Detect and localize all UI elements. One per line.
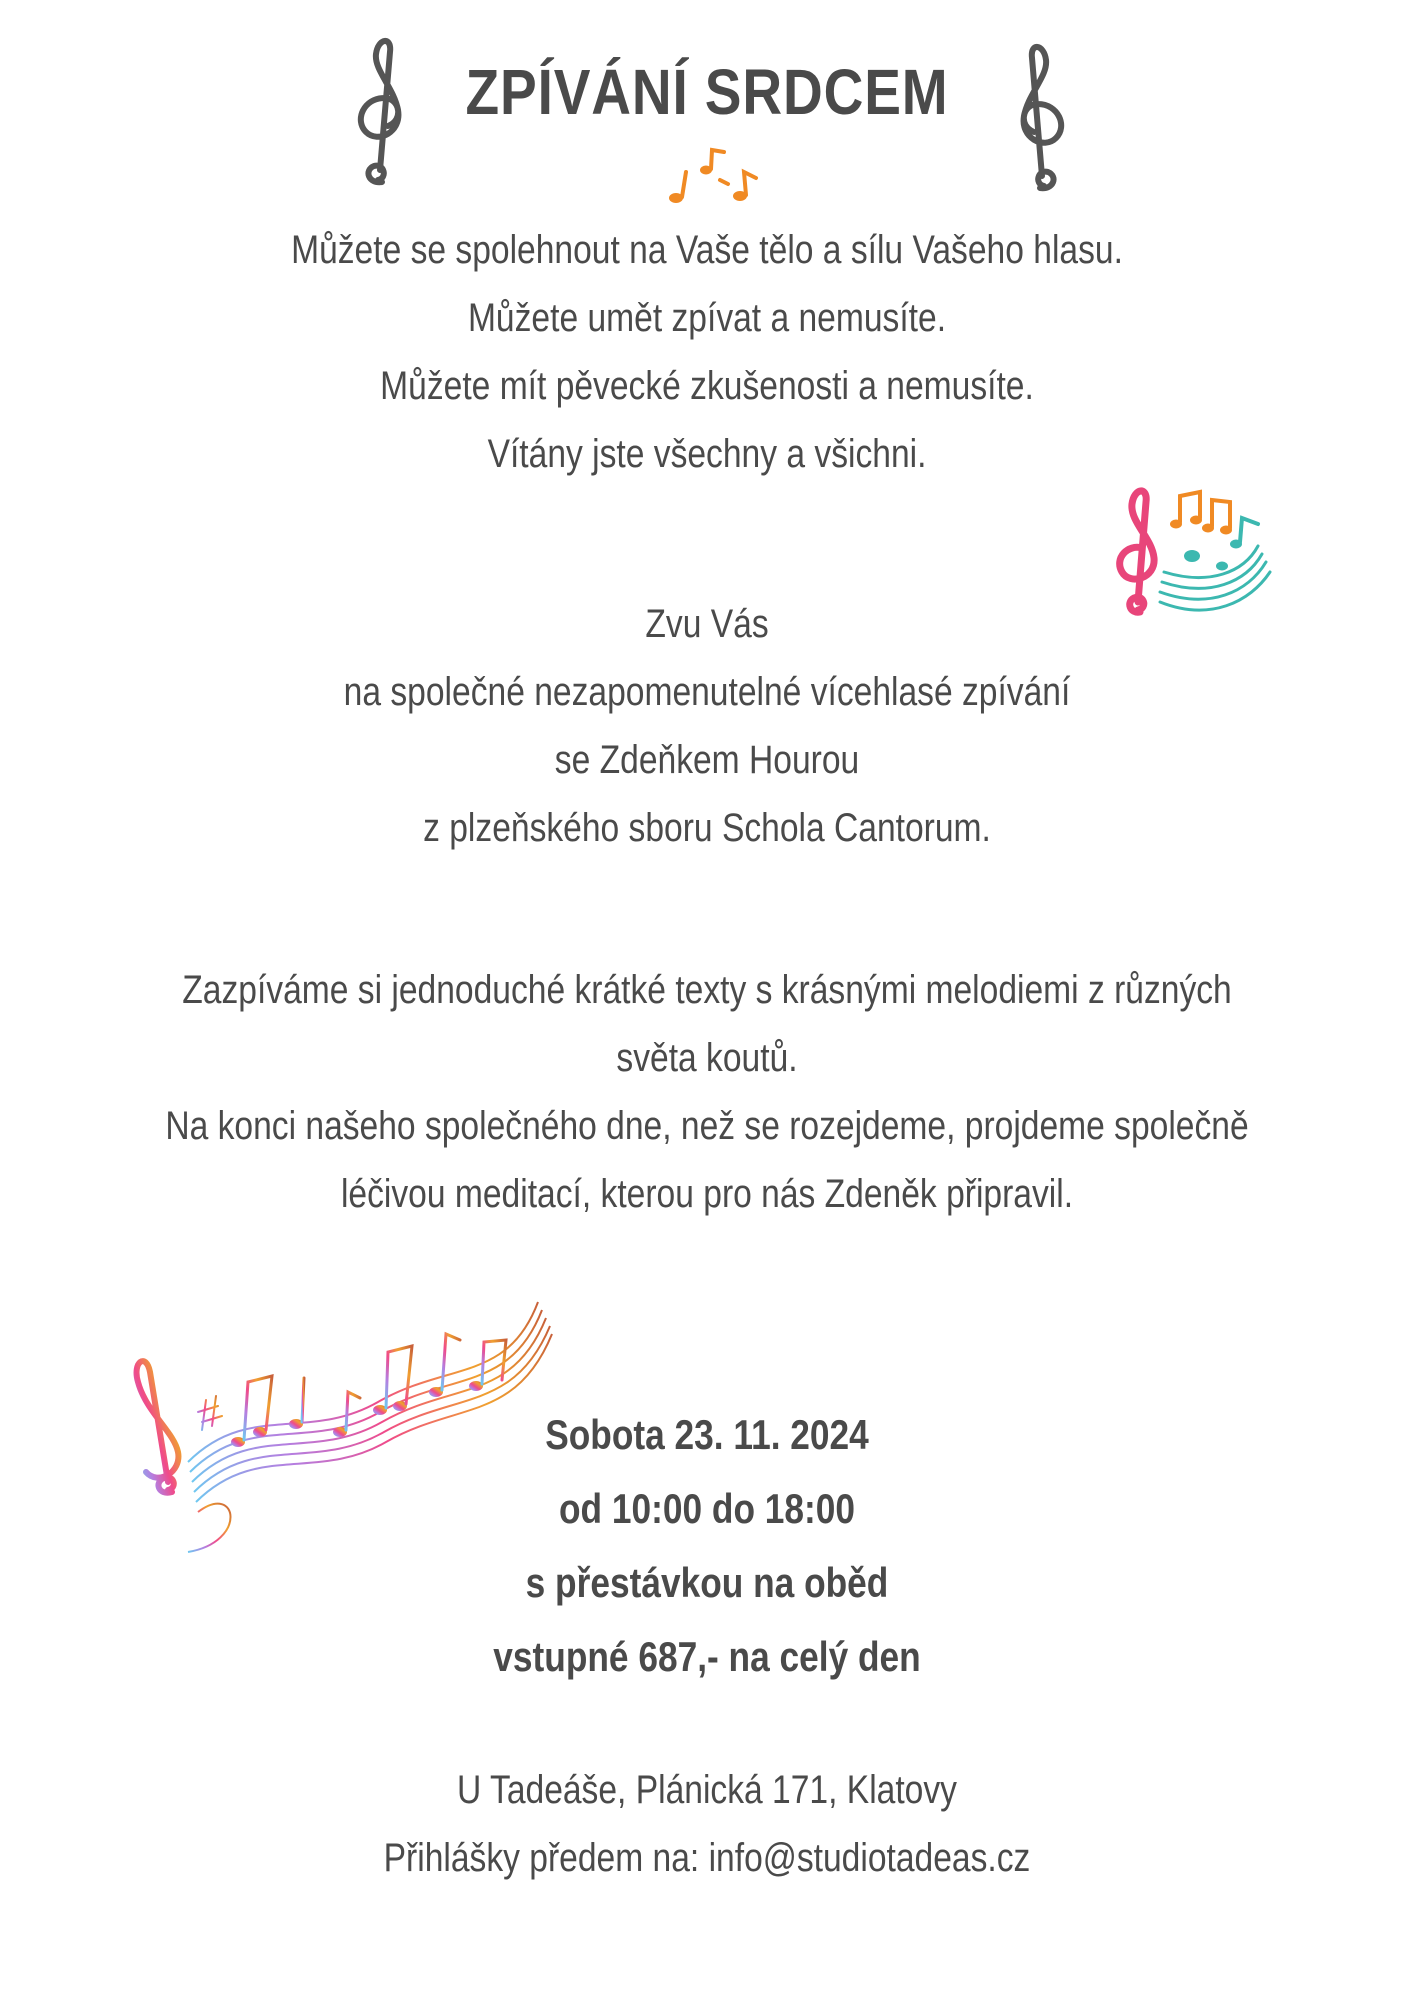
invitation-text — [0, 590, 1414, 862]
event-date: Sobota 23. 11. 2024 — [545, 1411, 869, 1458]
event-details — [0, 1398, 1414, 1694]
event-break: s přestávkou na oběd — [525, 1559, 889, 1606]
description-line: léčivou meditací, kterou pro nás Zdeněk připravil. — [340, 1172, 1074, 1216]
intro-text — [0, 216, 1414, 488]
venue-address: U Tadeáše, Plánická 171, Klatovy — [457, 1768, 957, 1812]
invite-line: na společné nezapomenutelné vícehlasé zpívání — [343, 670, 1071, 714]
intro-line: Můžete mít pěvecké zkušenosti a nemusíte. — [380, 364, 1034, 408]
music-notes-icon — [662, 142, 762, 214]
page-title: ZPÍVÁNÍ SRDCEM — [465, 56, 949, 128]
description-line: Na konci našeho společného dne, než se rozejdeme, projdeme společně — [165, 1104, 1249, 1148]
intro-line: Můžete umět zpívat a nemusíte. — [467, 296, 947, 340]
invite-line: Zvu Vás — [645, 602, 769, 646]
intro-line: Můžete se spolehnout na Vaše tělo a sílu Vašeho hlasu. — [291, 228, 1123, 272]
invite-line: z plzeňského sboru Schola Cantorum. — [423, 806, 991, 850]
description-text — [0, 956, 1414, 1228]
invite-line: se Zdeňkem Hourou — [554, 738, 860, 782]
event-fee: vstupné 687,- na celý den — [493, 1633, 921, 1680]
description-line: Zazpíváme si jednoduché krátké texty s krásnými melodiemi z různých — [182, 968, 1232, 1012]
description-line: světa koutů. — [616, 1036, 798, 1080]
registration-email: Přihlášky předem na: info@studiotadeas.cz — [383, 1836, 1031, 1880]
contact-info — [0, 1756, 1414, 1892]
intro-line: Vítány jste všechny a všichni. — [487, 432, 927, 476]
event-time: od 10:00 do 18:00 — [558, 1485, 856, 1532]
